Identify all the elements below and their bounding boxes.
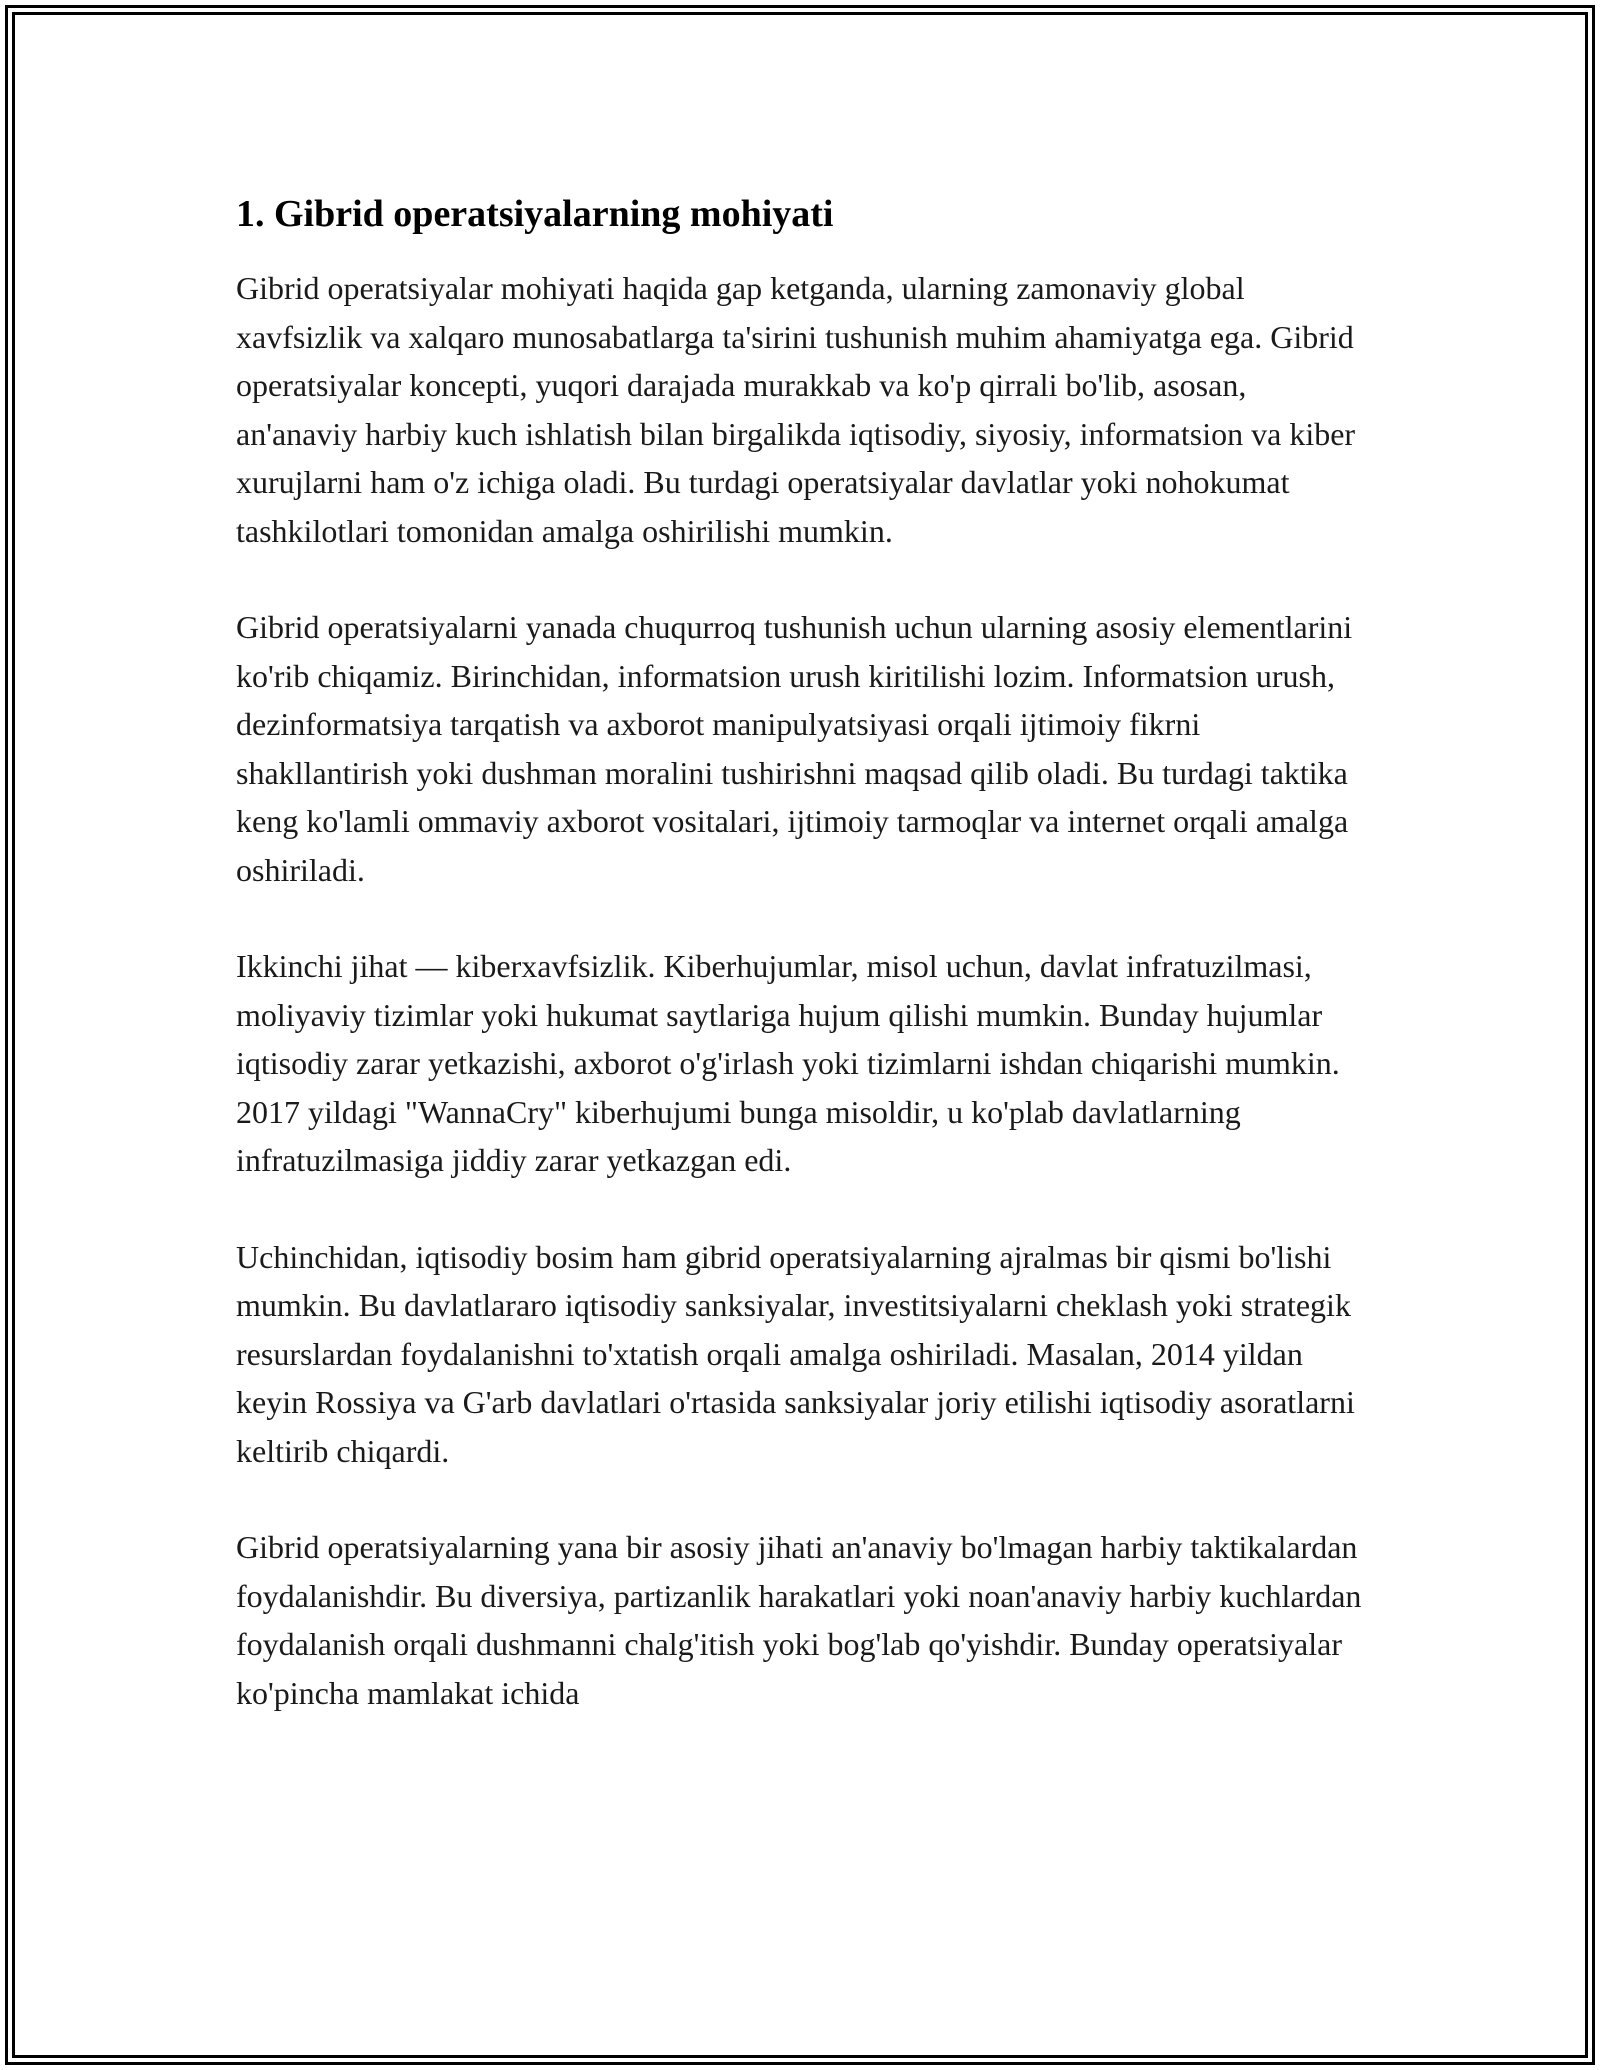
paragraph-5: Gibrid operatsiyalarning yana bir asosiy jihati an'anaviy bo'lmagan harbiy taktikalardan foydalanishdir. Bu diversiya, partizanlik harakatlari yoki noan'anaviy harbiy kuchlardan foydalanish orqali dushmanni chalg'itish yoki bog'lab qo'yishdir. Bunday operatsiyalar ko'pincha mamlakat ichida — [236, 1529, 1362, 1711]
paragraph-2: Gibrid operatsiyalarni yanada chuqurroq tushunish uchun ularning asosiy elementlarini ko'rib chiqamiz. Birinchidan, informatsion urush kiritilishi lozim. Informatsion urush, dezinformatsiya tarqatish va axborot manipulyatsiyasi orqali ijtimoiy fikrni shakllantirish yoki dushman moralini tushirishni maqsad qilib oladi. Bu turdagi taktika keng ko'lamli ommaviy axborot vositalari, ijtimoiy tarmoqlar va internet orqali amalga oshiriladi. — [236, 609, 1353, 888]
paragraph-1: Gibrid operatsiyalar mohiyati haqida gap ketganda, ularning zamonaviy global xavfsizlik va xalqaro munosabatlarga ta'sirini tushunish muhim ahamiyatga ega. Gibrid operatsiyalar koncepti, yuqori darajada murakkab va ko'p qirrali bo'lib, asosan, an'anaviy harbiy kuch ishlatish bilan birgalikda iqtisodiy, siyosiy, informatsion va kiber xurujlarni ham o'z ichiga oladi. Bu turdagi operatsiyalar davlatlar yoki nohokumat tashkilotlari tomonidan amalga oshirilishi mumkin. — [236, 270, 1356, 549]
paragraph-3: Ikkinchi jihat — kiberxavfsizlik. Kiberhujumlar, misol uchun, davlat infratuzilmasi, moliyaviy tizimlar yoki hukumat saytlariga hujum qilishi mumkin. Bunday hujumlar iqtisodiy zarar yetkazishi, axborot o'g'irlash yoki tizimlarni ishdan chiqarishi mumkin. 2017 yildagi "WannaCry" kiberhujumi bunga misoldir, u ko'plab davlatlarning infratuzilmasiga jiddiy zarar yetkazgan edi. — [236, 948, 1340, 1178]
paragraph-4: Uchinchidan, iqtisodiy bosim ham gibrid operatsiyalarning ajralmas bir qismi bo'lishi mumkin. Bu davlatlararo iqtisodiy sanksiyalar, investitsiyalarni cheklash yoki strategik resurslardan foydalanishni to'xtatish orqali amalga oshiriladi. Masalan, 2014 yildan keyin Rossiya va G'arb davlatlari o'rtasida sanksiyalar joriy etilishi iqtisodiy asoratlarni keltirib chiqardi. — [236, 1238, 1355, 1469]
section-heading: 1. Gibrid operatsiyalarning mohiyati — [236, 193, 834, 235]
document-body — [236, 186, 1366, 1765]
